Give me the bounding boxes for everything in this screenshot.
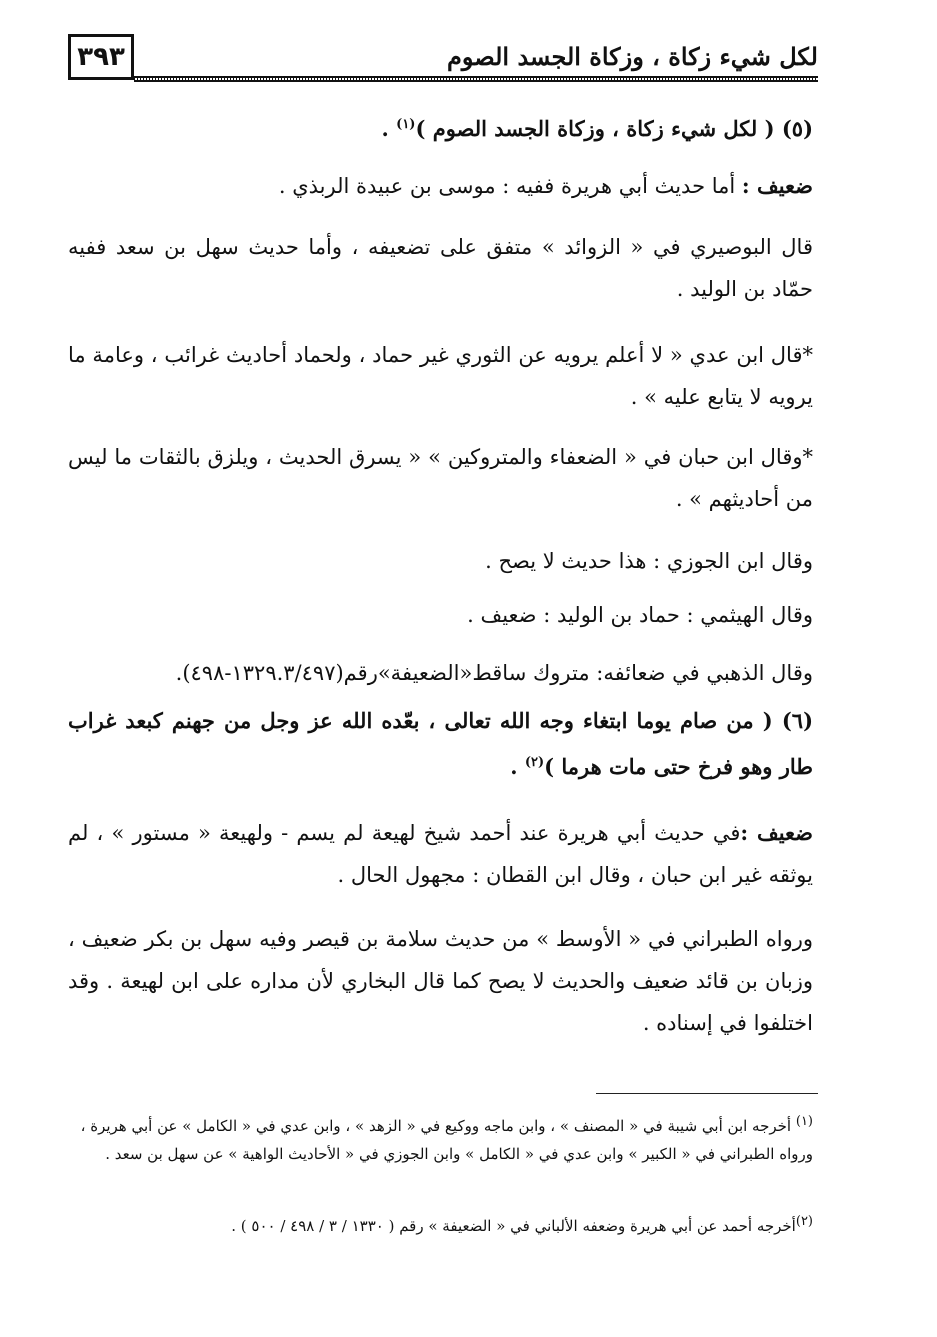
paragraph-busiri-text: قال البوصيري في « الزوائد » متفق على تضعيفه ، وأما حديث سهل بن سعد ففيه حمّاد بن الوليد .	[68, 235, 813, 301]
hadith-5-end: .	[381, 116, 397, 141]
paragraph-haythami-text: وقال الهيثمي : حماد بن الوليد : ضعيف .	[467, 603, 813, 627]
hadith-5-number: (٥)	[781, 116, 813, 141]
paragraph-ibn-adi-text: *قال ابن عدي « لا أعلم يرويه عن الثوري غير حماد ، ولحماد أحاديث غرائب ، وعامة ما يرويه لا يتابع عليه » .	[68, 343, 813, 409]
page-number: ٣٩٣	[68, 34, 134, 80]
paragraph-tabarani-text: ورواه الطبراني في « الأوسط » من حديث سلامة بن قيصر وفيه سهل بن بكر ضعيف ، وزبان بن قائد ضعيف والحديث لا يصح كما قال البخاري لأن مداره على ابن لهيعة . وقد اختلفوا في إسناده .	[68, 927, 813, 1035]
footnote-2	[68, 1208, 813, 1240]
grading-label: ضعيف :	[740, 820, 813, 845]
hadith-6	[68, 700, 813, 788]
paragraph-busiri	[68, 226, 813, 310]
footnote-ref-1: (١)	[396, 117, 416, 132]
hadith-5	[68, 104, 813, 150]
paragraph-tabarani	[68, 918, 813, 1044]
footnote-2-text: أخرجه أحمد عن أبي هريرة وضعفه الألباني في « الضعيفة » رقم ( ١٣٣٠ / ٣ / ٤٩٨ / ٥٠٠ ) .	[231, 1217, 796, 1235]
header-rule	[134, 76, 818, 82]
footnote-ref-2: (٢)	[524, 755, 545, 770]
running-title: لكل شيء زكاة ، وزكاة الجسد الصوم	[447, 42, 818, 71]
paragraph-dhahabi-text: وقال الذهبي في ضعائفه: متروك ساقط«الضعيفة»رقم(١٣٢٩.٣/٤٩٧-٤٩٨).	[175, 661, 813, 685]
hadith-5-text: ( لكل شيء زكاة ، وزكاة الجسد الصوم )	[415, 116, 775, 141]
footnote-2-marker: (٢)	[795, 1214, 813, 1229]
hadith-6-text: (٦) ( من صام يوما ابتغاء وجه الله تعالى ، بعّده الله عز وجل من جهنم كبعد غراب طار وهو فرخ حتى مات هرما )	[68, 708, 813, 779]
paragraph-ibn-jawzi	[68, 540, 813, 582]
grading-text: في حديث أبي هريرة عند أحمد شيخ لهيعة لم يسم - ولهيعة « مستور » ، لم يوثقه غير ابن حبان ، وقال ابن القطان : مجهول الحال .	[68, 821, 813, 887]
paragraph-ibn-jawzi-text: وقال ابن الجوزي : هذا حديث لا يصح .	[485, 549, 813, 573]
footnote-1	[68, 1108, 813, 1168]
paragraph-dhahabi	[68, 652, 813, 694]
paragraph-haythami	[68, 594, 813, 636]
paragraph-ibn-adi	[68, 334, 813, 418]
footnote-1-text: أخرجه ابن أبي شيبة في « المصنف » ، وابن ماجه ووكيع في « الزهد » ، وابن عدي في « الكامل » عن أبي هريرة ، ورواه الطبراني في « الكبير » وابن عدي في « الكامل » وابن الجوزي في « الأحاديث الواهية » عن سهل بن سعد .	[80, 1117, 813, 1163]
hadith-6-end: .	[510, 754, 525, 779]
grading-text: أما حديث أبي هريرة ففيه : موسى بن عبيدة الربذي .	[278, 174, 742, 198]
grading-paragraph-1	[68, 165, 813, 207]
footnote-1-marker: (١)	[795, 1114, 813, 1129]
footnote-separator	[596, 1093, 818, 1094]
paragraph-ibn-hibban	[68, 436, 813, 520]
page-header	[68, 34, 818, 90]
paragraph-ibn-hibban-text: *وقال ابن حبان في « الضعفاء والمتروكين » « يسرق الحديث ، ويلزق بالثقات ما ليس من أحاديثهم » .	[68, 445, 813, 511]
grading-label: ضعيف :	[741, 173, 813, 198]
grading-paragraph-2	[68, 812, 813, 896]
